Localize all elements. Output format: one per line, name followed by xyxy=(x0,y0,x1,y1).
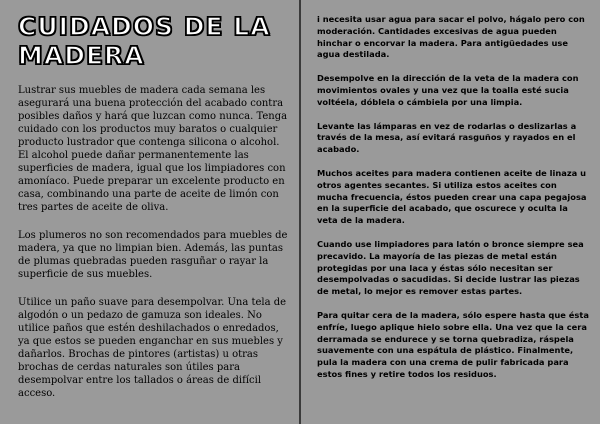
title-line-2: MADERA xyxy=(18,41,145,70)
paragraph-aceites: Muchos aceites para madera contienen aceite de linaza u otros agentes secantes. Si utiliza estos aceites con mucha frecuencia, éstos pueden crear una capa pegajosa en la superficie del acabado, que oscurece y oculta la veta de la madera. xyxy=(317,167,587,226)
paragraph-pano-suave: Utilice un paño suave para desempolvar. Una tela de algodón o un pedazo de gamuza son ideales. No utilice paños que estén deshilachados o enredados, ya que estos se pueden enganchar en sus muebles y dañarlos. Brochas de pintores (artistas) u otras brochas de cerdas naturales son útiles para desempolvar entre los tallados o áreas de difícil acceso. xyxy=(18,297,287,399)
paragraph-lustrar: Lustrar sus muebles de madera cada semana les asegurará una buena protección del acabado contra posibles daños y hará que luzcan como nunca. Tenga cuidado con los productos muy baratos o cualquier producto lustrador que contenga silicona o alcohol. El alcohol puede dañar permanentemente las superficies de madera, igual que los limpiadores con amoníaco. Puede preparar un excelente producto en casa, combinando una parte de aceite de limón con tres partes de aceite de oliva. xyxy=(18,85,288,213)
title-line-1: CUIDADOS DE LA xyxy=(18,12,271,41)
paragraph-cera: Para quitar cera de la madera, sólo espere hasta que ésta enfríe, luego aplique hielo sobre ella. Una vez que la cera derramada se endurece y se torna quebradiza, ráspela suavemente con una espátula de plástico. Finalmente, pula la madera con una crema de pulir fabricada para estos fines y retire todos los residuos. xyxy=(317,309,589,379)
left-page xyxy=(0,0,299,424)
page-title xyxy=(18,12,289,70)
paragraph-agua: i necesita usar agua para sacar el polvo, hágalo pero con moderación. Cantidades excesivas de agua pueden hinchar o encorvar la madera. Para antigüedades use agua destilada. xyxy=(317,14,585,60)
paragraph-desempolve: Desempolve en la dirección de la veta de la madera con movimientos ovales y una vez que la toalla esté sucia voltéela, dóblela o cámbiela por una limpia. xyxy=(317,73,579,107)
paragraph-plumeros: Los plumeros no son recomendados para muebles de madera, ya que no limpian bien. Además, las puntas de plumas quebradas pueden rasguñar o rayar la superficie de sus muebles. xyxy=(18,230,288,280)
paragraph-laton: Cuando use limpiadores para latón o bronce siempre sea precavido. La mayoría de las piezas de metal están protegidas por una laca y éstas sólo necesitan ser desempolvadas o sacudidas. Si decide lustrar las piezas de metal, lo mejor es remover estas partes. xyxy=(317,238,584,297)
right-page xyxy=(301,0,600,424)
paragraph-lamparas: Levante las lámparas en vez de rodarlas o deslizarlas a través de la mesa, así evitará rasguños y rayados en el acabado. xyxy=(317,120,577,155)
